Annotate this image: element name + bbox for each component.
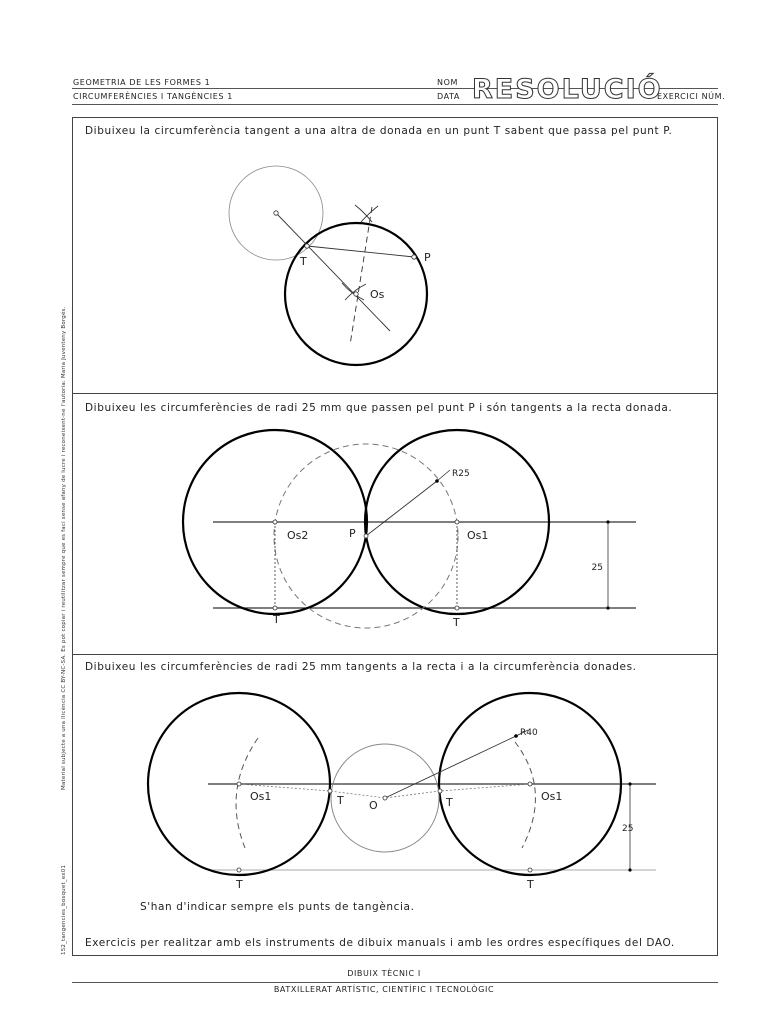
radius-r40 — [385, 736, 516, 798]
dim3-end-top — [628, 782, 631, 785]
ex2-label-os1: Os1 — [467, 529, 489, 542]
ex2-label-r25: R25 — [452, 469, 470, 479]
license-text: Material subjecte a una llicència CC BY-NC-SA. Es pot copiar i reutilitzar sempre que es faci sense afany de lucre i reconeixent-ne l'autoria: Maria Juventeny Borgés. — [61, 306, 67, 790]
ex2-label-t2: T — [453, 616, 460, 629]
footer-rule — [72, 982, 718, 983]
os1-right-point — [528, 782, 532, 786]
ex2-label-t1: T — [273, 613, 280, 626]
footer-program: BATXILLERAT ARTÍSTIC, CIENTÍFIC I TECNOLÒGIC — [273, 985, 495, 994]
footer-course: DIBUIX TÈCNIC I — [347, 969, 421, 978]
os1-left-point — [237, 782, 241, 786]
os2-point — [273, 520, 277, 524]
ex1-label-os: Os — [370, 288, 385, 301]
nom-label: NOM — [437, 78, 458, 87]
exercise2-prompt: Dibuixeu les circumferències de radi 25 mm que passen pel punt P i són tangents a la recta donada. — [85, 402, 673, 414]
p2-point — [364, 534, 368, 538]
locus-arc-right — [515, 742, 535, 848]
ex1-label-p: P — [424, 251, 431, 264]
ex3-label-os1-right: Os1 — [541, 790, 563, 803]
ex3-label-o: O — [369, 799, 378, 812]
o-point — [383, 796, 387, 800]
r40-point — [514, 734, 518, 738]
exercici-label: EXERCICI NÚM. — [657, 92, 726, 101]
t-right-point — [438, 789, 442, 793]
center-line — [276, 213, 390, 331]
t-bottom-left-point — [237, 868, 241, 872]
tangency-note: S'han d'indicar sempre els punts de tangència. — [140, 901, 415, 913]
exercise1-drawing — [229, 166, 427, 365]
ex2-label-p: P — [349, 527, 356, 540]
leader-r25 — [437, 470, 450, 481]
bisector-dashed — [350, 207, 372, 345]
ex1-label-t: T — [300, 255, 307, 268]
exercise3-prompt: Dibuixeu les circumferències de radi 25 mm tangents a la recta i a la circumferència donades. — [85, 661, 637, 673]
p-point — [412, 255, 416, 259]
ex3-label-r40: R40 — [520, 728, 538, 738]
ex3-label-os1-left: Os1 — [250, 790, 272, 803]
ex3-label-t-bottom-left: T — [236, 878, 243, 891]
arc-top — [355, 205, 378, 222]
os-point — [354, 292, 358, 296]
r25-point — [435, 479, 439, 483]
radius-r25 — [366, 481, 437, 536]
file-code-text: 152_tangencies_bosquet_ex01 — [61, 864, 67, 955]
ex3-label-t-bottom-right: T — [527, 878, 534, 891]
instruments-note: Exercicis per realitzar amb els instruments de dibuix manuals i amb les ordres específiques del DAO. — [85, 937, 675, 949]
ex3-label-t-left: T — [337, 794, 344, 807]
t2a-point — [273, 606, 277, 610]
chord-tp — [307, 246, 414, 257]
exercise2-drawing — [183, 430, 636, 628]
t-left-point — [328, 789, 332, 793]
doc-title: GEOMETRIA DE LES FORMES 1 — [73, 78, 211, 87]
os1-point — [455, 520, 459, 524]
dim3-end-bottom — [628, 868, 631, 871]
exercise1-prompt: Dibuixeu la circumferència tangent a una altra de donada en un punt T sabent que passa pel punt P. — [85, 125, 673, 137]
dim-end-top — [606, 520, 609, 523]
t-bottom-right-point — [528, 868, 532, 872]
exercise3-drawing — [148, 693, 656, 875]
ex3-label-t-right: T — [446, 796, 453, 809]
ex2-label-os2: Os2 — [287, 529, 309, 542]
dim-end-bottom — [606, 606, 609, 609]
doc-subtitle: CIRCUMFERÈNCIES I TANGÈNCIES 1 — [73, 92, 233, 101]
resolucio-stamp: RESOLUCIÓ — [472, 74, 663, 105]
ex3-label-dim: 25 — [622, 824, 634, 834]
t2b-point — [455, 606, 459, 610]
ex2-label-dim: 25 — [591, 563, 603, 573]
t-point — [305, 244, 309, 248]
center-point — [274, 211, 278, 215]
data-label: DATA — [437, 92, 461, 101]
